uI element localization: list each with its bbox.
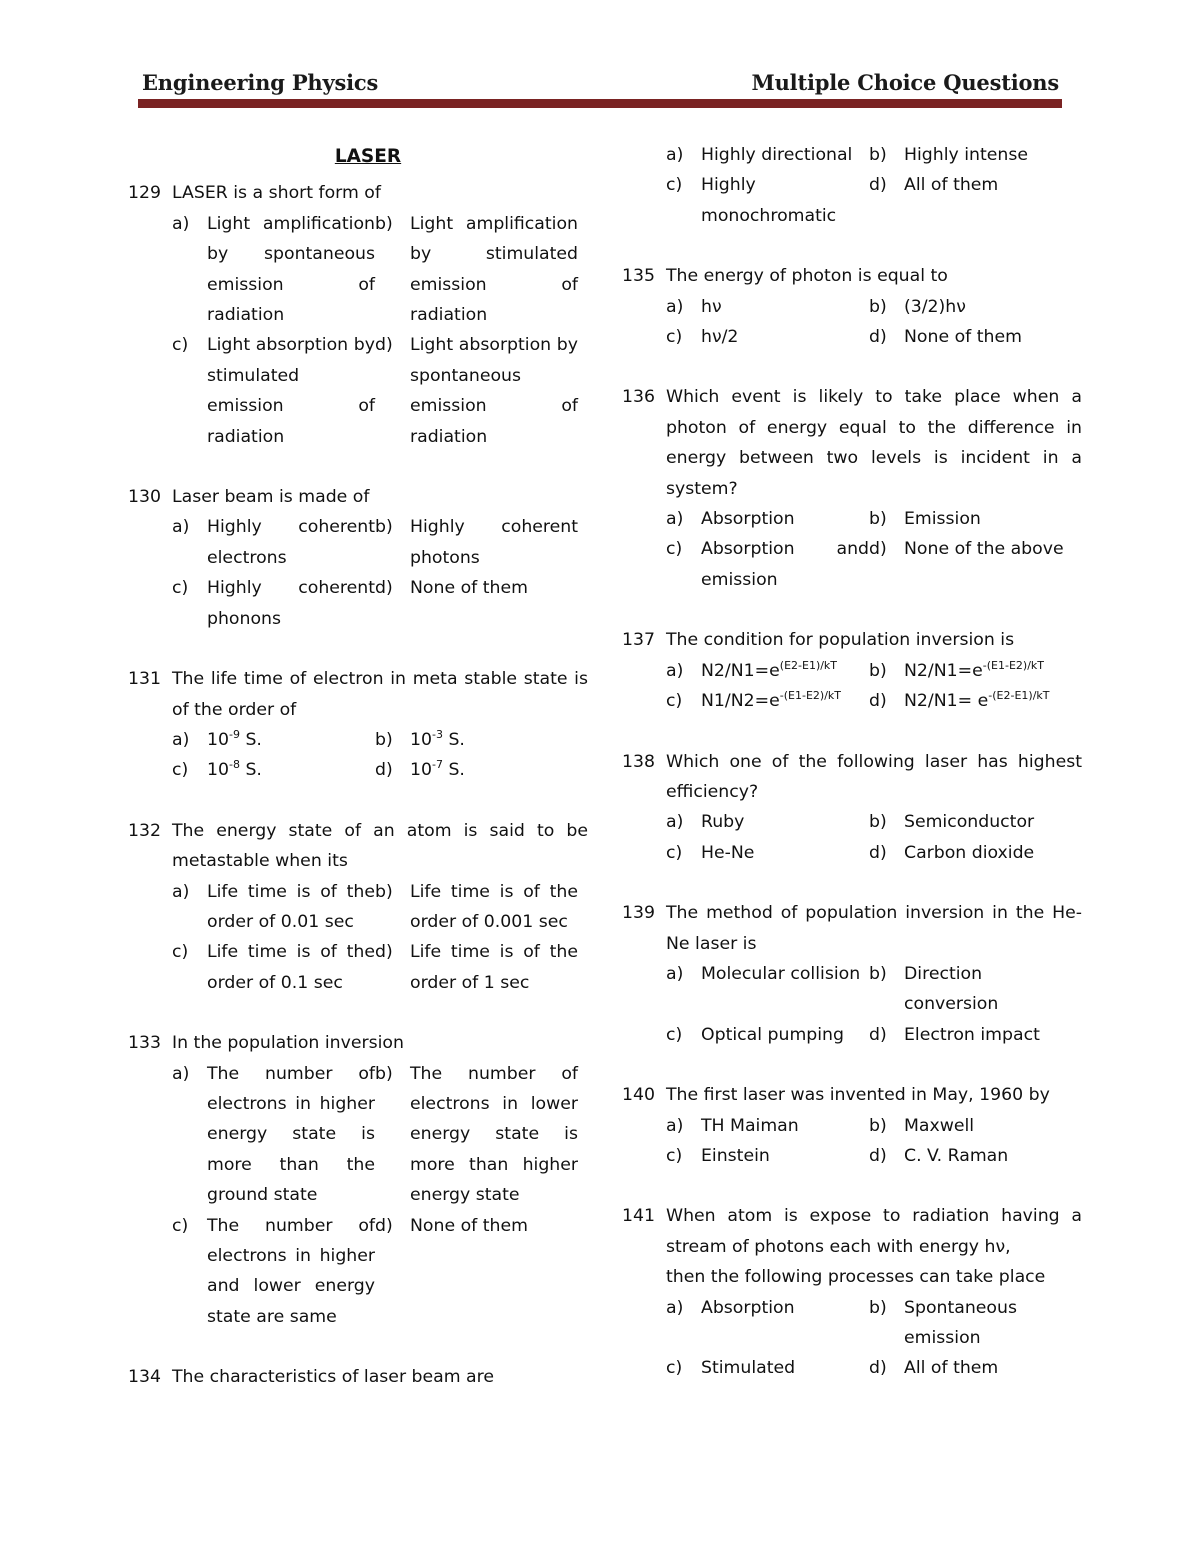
question-text-continued: then the following processes can take place: [666, 1267, 1046, 1288]
question-138: [622, 747, 1082, 869]
header-rule: [138, 99, 1062, 108]
option-label: b): [375, 517, 393, 538]
option-d: [375, 937, 578, 998]
option-text: The number of electrons in lower energy state is more than higher energy state: [410, 1063, 578, 1206]
option-a: [666, 1111, 869, 1141]
question-text: The energy of photon is equal to: [666, 266, 948, 287]
question-text: The life time of electron in meta stable state is of the order of: [172, 669, 588, 720]
option-text: Carbon dioxide: [904, 842, 1035, 863]
option-label: c): [666, 1358, 683, 1379]
option-label: a): [172, 881, 190, 902]
option-label: c): [666, 691, 683, 712]
question-text: Which one of the following laser has highest efficiency?: [666, 751, 1082, 802]
option-b: [375, 512, 578, 573]
option-label: b): [375, 729, 393, 750]
option-text: $N2/N1=e^{-(E1-E2)/kT}$: [904, 658, 1044, 681]
option-text: Life time is of the order of 0.1 sec: [207, 942, 375, 993]
option-label: a): [666, 1115, 684, 1136]
question-133: [128, 1028, 588, 1332]
question-130: [128, 482, 588, 634]
question-number: 132: [128, 820, 161, 841]
option-a: [666, 807, 869, 837]
option-text: Highly intense: [904, 145, 1028, 165]
option-c: [666, 322, 869, 352]
option-label: d): [375, 1215, 393, 1236]
option-label: a): [666, 660, 684, 681]
question-139: [622, 898, 1082, 1050]
option-text: Absorption and emission: [701, 539, 869, 590]
question-number: 140: [622, 1085, 655, 1106]
option-text: Life time is of the order of 1 sec: [410, 942, 578, 993]
option-c: [666, 1020, 869, 1050]
question-134-options: [622, 140, 1082, 231]
option-d: [375, 755, 578, 785]
question-number: 136: [622, 387, 655, 408]
option-d: [869, 170, 1072, 231]
question-text: When atom is expose to radiation having a stream of photons each with energy hν,: [666, 1206, 1082, 1257]
option-c: [172, 1211, 375, 1333]
option-label: b): [869, 660, 887, 681]
option-label: c): [666, 842, 683, 863]
option-a: [666, 292, 869, 322]
option-text: None of them: [410, 1215, 528, 1236]
option-text: Spontaneous emission: [904, 1297, 1017, 1348]
option-c: [172, 755, 375, 785]
option-label: c): [172, 578, 189, 599]
question-number: 133: [128, 1033, 161, 1054]
question-number: 141: [622, 1206, 655, 1227]
option-text: Direction conversion: [904, 963, 999, 1015]
option-text: $10^{-7}$ S.: [410, 758, 465, 781]
question-number: 137: [622, 630, 655, 651]
option-b: [375, 209, 578, 331]
question-text: The characteristics of laser beam are: [172, 1367, 495, 1388]
option-d: [869, 686, 1072, 716]
option-c: [666, 534, 869, 595]
option-d: [869, 1353, 1072, 1383]
option-label: b): [375, 881, 393, 902]
option-c: [666, 838, 869, 868]
option-text: $N2/N1=e^{(E2-E1)/kT}$: [701, 658, 838, 681]
question-132: [128, 816, 588, 998]
question-number: 139: [622, 903, 655, 924]
option-label: c): [666, 539, 683, 560]
option-label: d): [869, 1145, 887, 1166]
question-text: In the population inversion: [172, 1033, 404, 1054]
option-text: The number of electrons in higher and lower energy state are same: [207, 1215, 375, 1327]
question-number: 129: [128, 183, 161, 204]
option-label: d): [869, 539, 887, 560]
option-label: c): [666, 175, 683, 196]
option-label: a): [666, 963, 684, 984]
option-text: Absorption: [701, 509, 795, 530]
option-d: [869, 1020, 1072, 1050]
question-134: [128, 1362, 588, 1392]
option-d: [869, 322, 1072, 352]
option-label: d): [869, 1024, 887, 1045]
option-label: c): [172, 1215, 189, 1236]
option-text: (3/2)hν: [904, 296, 966, 317]
option-c: [666, 170, 869, 231]
option-text: Molecular collision: [701, 963, 861, 984]
option-a: [172, 512, 375, 573]
question-136: [622, 382, 1082, 595]
option-b: [869, 656, 1072, 686]
option-text: Highly monochromatic: [701, 175, 837, 226]
question-129: [128, 178, 588, 452]
option-label: b): [869, 812, 887, 833]
option-a: [666, 959, 869, 1020]
option-label: d): [869, 1358, 887, 1379]
question-text: The condition for population inversion is: [666, 630, 1015, 651]
option-text: All of them: [904, 1358, 999, 1379]
option-text: Semiconductor: [904, 812, 1035, 833]
question-text: Laser beam is made of: [172, 487, 370, 508]
section-title: LASER: [334, 146, 402, 167]
option-text: Highly directional: [701, 145, 853, 165]
option-text: TH Maiman: [701, 1115, 799, 1136]
option-label: a): [172, 729, 190, 750]
option-c: [172, 573, 375, 634]
question-141: [622, 1201, 1082, 1383]
question-text: The first laser was invented in May, 1960 by: [666, 1085, 1050, 1106]
option-b: [375, 877, 578, 938]
option-a: [666, 504, 869, 534]
option-d: [375, 330, 578, 452]
option-label: c): [172, 942, 189, 963]
question-number: 138: [622, 751, 655, 772]
option-a: [172, 1059, 375, 1211]
option-a: [172, 725, 375, 755]
left-column: [128, 140, 588, 1393]
option-label: c): [172, 760, 189, 781]
option-c: [666, 1141, 869, 1171]
option-text: hν/2: [701, 327, 739, 348]
option-label: d): [375, 335, 393, 356]
option-label: b): [869, 1297, 887, 1318]
option-label: b): [869, 1115, 887, 1136]
option-text: All of them: [904, 175, 999, 196]
option-label: a): [666, 145, 684, 165]
option-text: Light amplification by stimulated emission of radiation: [410, 213, 578, 326]
option-text: Einstein: [701, 1145, 770, 1166]
option-b: [869, 807, 1072, 837]
option-label: c): [172, 335, 189, 356]
option-text: Maxwell: [904, 1115, 975, 1136]
option-text: He-Ne: [701, 842, 755, 863]
option-text: $N2/N1= e^{-(E2-E1)/kT}$: [904, 689, 1050, 712]
option-label: b): [375, 213, 393, 234]
question-text: The energy state of an atom is said to be metastable when its: [172, 820, 588, 872]
option-label: c): [666, 327, 683, 348]
option-label: a): [666, 1297, 684, 1318]
question-number: 134: [128, 1367, 161, 1388]
question-131: [128, 664, 588, 786]
option-c: [172, 330, 375, 452]
option-a: [666, 1293, 869, 1354]
option-b: [869, 140, 1072, 170]
question-137: [622, 625, 1082, 716]
option-label: d): [869, 691, 887, 712]
option-d: [869, 1141, 1072, 1171]
option-c: [666, 686, 869, 716]
option-label: a): [666, 296, 684, 317]
option-d: [375, 573, 578, 634]
option-text: Life time is of the order of 0.001 sec: [410, 881, 578, 932]
question-number: 131: [128, 669, 161, 690]
question-135: [622, 261, 1082, 352]
option-text: Light absorption by stimulated emission of radiation: [207, 335, 375, 447]
option-text: Highly coherent electrons: [207, 517, 375, 568]
option-label: a): [172, 213, 190, 234]
option-b: [375, 1059, 578, 1211]
option-text: None of them: [410, 578, 528, 599]
option-b: [869, 1293, 1072, 1354]
option-text: Highly coherent photons: [410, 517, 578, 568]
option-d: [375, 1211, 578, 1333]
option-label: d): [375, 760, 393, 781]
option-text: Absorption: [701, 1297, 795, 1318]
option-label: d): [375, 578, 393, 599]
question-text: Which event is likely to take place when a photon of energy equal to the difference in energy between two levels is incident in a system?: [666, 387, 1082, 499]
option-text: $N1/N2=e^{-(E1-E2)/kT}$: [701, 689, 841, 712]
option-label: d): [869, 842, 887, 863]
question-text: The method of population inversion in the He-Ne laser is: [666, 903, 1082, 954]
header-doc-type: Multiple Choice Questions: [751, 70, 1059, 95]
option-text: None of them: [904, 327, 1022, 348]
option-label: a): [172, 517, 190, 538]
option-text: $10^{-3}$ S.: [410, 727, 465, 750]
option-label: a): [666, 812, 684, 833]
option-text: None of the above: [904, 539, 1064, 560]
option-label: d): [869, 327, 887, 348]
option-text: $10^{-9}$ S.: [207, 727, 262, 750]
option-b: [869, 292, 1072, 322]
option-a: [172, 209, 375, 331]
question-number: 135: [622, 266, 655, 287]
option-b: [869, 504, 1072, 534]
option-label: b): [869, 509, 887, 530]
option-b: [869, 1111, 1072, 1141]
option-label: b): [869, 145, 887, 165]
option-text: hν: [701, 296, 722, 317]
option-c: [666, 1353, 869, 1383]
option-a: [172, 877, 375, 938]
option-label: c): [666, 1145, 683, 1166]
option-label: a): [172, 1063, 190, 1084]
question-140: [622, 1080, 1082, 1171]
right-column: [622, 140, 1082, 1384]
option-text: Light absorption by spontaneous emission of radiation: [410, 335, 578, 447]
option-label: a): [666, 509, 684, 530]
option-text: C. V. Raman: [904, 1145, 1009, 1166]
option-text: The number of electrons in higher energy state is more than the ground state: [207, 1063, 375, 1206]
option-label: d): [869, 175, 887, 196]
option-label: c): [666, 1024, 683, 1045]
option-text: Emission: [904, 509, 981, 530]
option-b: [869, 959, 1072, 1020]
option-text: Life time is of the order of 0.01 sec: [207, 881, 375, 932]
option-text: Electron impact: [904, 1024, 1040, 1045]
option-text: Optical pumping: [701, 1024, 844, 1045]
option-text: $10^{-8}$ S.: [207, 758, 262, 781]
option-text: Stimulated: [701, 1358, 796, 1379]
option-text: Ruby: [701, 812, 745, 833]
option-text: Highly coherent phonons: [207, 578, 375, 629]
option-label: b): [869, 296, 887, 317]
option-label: b): [375, 1063, 393, 1084]
option-b: [375, 725, 578, 755]
question-text: LASER is a short form of: [172, 183, 381, 204]
option-c: [172, 937, 375, 998]
question-number: 130: [128, 487, 161, 508]
header-subject: Engineering Physics: [142, 70, 379, 95]
option-label: b): [869, 963, 887, 984]
option-a: [666, 656, 869, 686]
option-label: d): [375, 942, 393, 963]
option-a: [666, 140, 869, 170]
option-d: [869, 534, 1072, 595]
option-text: Light amplification by spontaneous emission of radiation: [207, 213, 375, 326]
option-d: [869, 838, 1072, 868]
